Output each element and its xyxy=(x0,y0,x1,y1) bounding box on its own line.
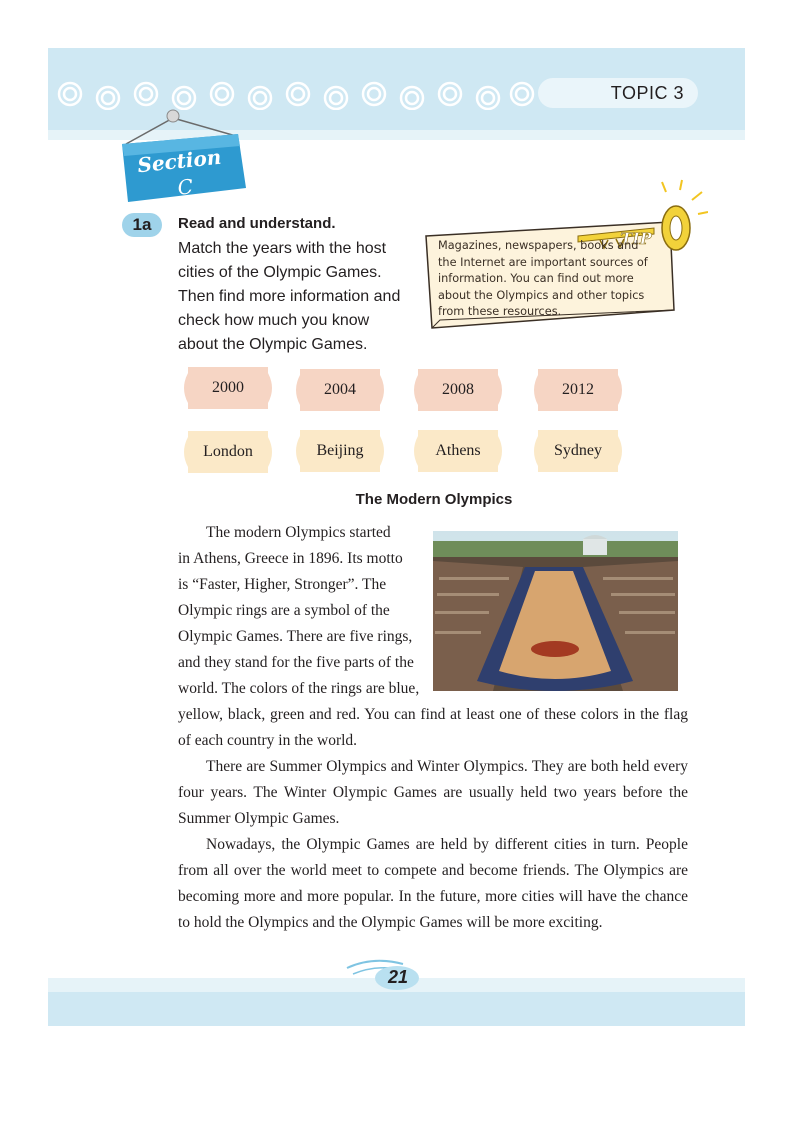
p1-line: and they stand for the five parts of the xyxy=(178,654,414,671)
year-label: 2008 xyxy=(442,381,474,398)
year-tag[interactable] xyxy=(410,369,506,411)
topic-label xyxy=(538,78,698,108)
paragraph-1-continued: yellow, black, green and red. You can find at least one of these colors in the flag of each country in the world. xyxy=(178,706,688,749)
year-label: 2004 xyxy=(324,381,356,398)
city-tag[interactable] xyxy=(410,430,506,472)
p1-line: Olympic rings are a symbol of the xyxy=(178,602,390,619)
year-tag[interactable] xyxy=(292,369,388,411)
p1-line: world. The colors of the rings are blue, xyxy=(178,680,420,697)
paragraph-3: Nowadays, the Olympic Games are held by different cities in turn. People from all over the world meet to compete and become friends. The Olympics are becoming more and more popular. In the future, more cities will have the chance to hold the Olympics and the Olympic Games will be more exciting. xyxy=(178,836,688,931)
section-word: Section xyxy=(136,144,223,178)
year-tag[interactable] xyxy=(180,367,276,409)
paragraph-1-wrapped xyxy=(178,520,420,702)
tip-text: Magazines, newspapers, books and the Internet are important sources of information. You can find out more about the Olympics and other topics from these resources. xyxy=(438,239,648,318)
activity-number-badge xyxy=(122,213,162,237)
page-number: 21 xyxy=(387,966,409,987)
p1-line: is “Faster, Higher, Stronger”. The xyxy=(178,576,387,593)
article-title: The Modern Olympics xyxy=(355,491,513,508)
activity-instruction: Match the years with the host cities of the Olympic Games. Then find more information and check how much you know about the Olympic Games. xyxy=(178,240,401,353)
city-label: Athens xyxy=(435,442,481,459)
p1-line: in Athens, Greece in 1896. Its motto xyxy=(178,550,403,567)
city-tag[interactable] xyxy=(292,430,388,472)
year-label: 2000 xyxy=(212,379,244,396)
city-tag[interactable] xyxy=(530,430,626,472)
activity-title: Read and understand. xyxy=(178,215,336,232)
year-tag[interactable] xyxy=(530,369,626,411)
textbook-page xyxy=(48,48,745,1026)
activity-number: 1a xyxy=(132,215,152,234)
p1-line: Olympic Games. There are five rings, xyxy=(178,628,413,645)
p1-line: The modern Olympics started xyxy=(206,524,391,541)
city-label: Beijing xyxy=(316,442,364,459)
topic-text: TOPIC 3 xyxy=(610,82,684,103)
section-letter: C xyxy=(176,174,195,200)
city-tag[interactable] xyxy=(180,431,276,473)
city-label: London xyxy=(203,443,253,460)
stadium-photo xyxy=(433,531,678,691)
city-label: Sydney xyxy=(554,442,602,459)
year-label: 2012 xyxy=(562,381,594,398)
paragraph-2: There are Summer Olympics and Winter Olympics. They are both held every four years. The Winter Olympic Games are usually held two years before the Summer Olympic Games. xyxy=(178,758,688,827)
section-tag-icon xyxy=(118,106,248,206)
tip-label: TIP xyxy=(620,229,652,248)
